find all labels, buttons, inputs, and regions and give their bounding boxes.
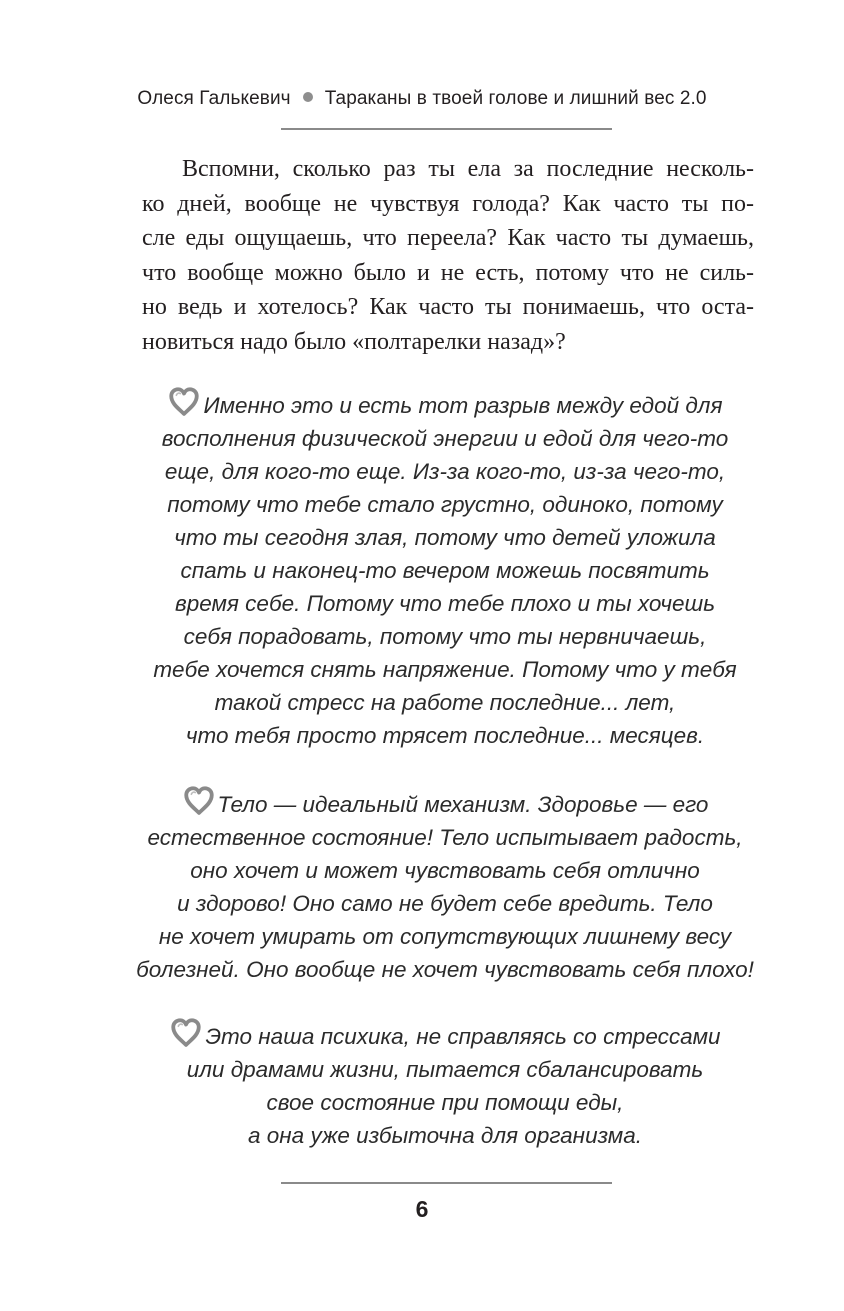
footer-divider [281,1182,612,1184]
heart-icon [167,385,201,419]
header-author: Олеся Галькевич [137,88,291,109]
quote-line-text: Это наша психика, не справляясь со стрессами [205,1024,721,1049]
quote-line [130,784,760,821]
quote-block-3 [130,1016,760,1152]
quote-line [130,1016,760,1053]
quote-line [130,385,760,422]
quote-line: восполнения физической энергии и едой для чего-то [161,426,729,451]
quote-line: болезней. Оно вообще не хочет чувствовать себя плохо! [136,957,754,982]
header-book-title: Тараканы в твоей голове и лишний вес 2.0 [324,88,707,109]
paragraph-line: новиться надо было «полтарелки назад»? [142,328,566,355]
quote-line: или драмами жизни, пытается сбалансировать [186,1057,704,1082]
body-paragraph [142,152,754,359]
page-number: 6 [415,1196,429,1222]
quote-line: время себе. Потому что тебе плохо и ты хочешь [174,591,716,616]
quote-line: что тебя просто трясет последние... месяцев. [185,723,705,748]
quote-line: и здорово! Оно само не будет себе вредить. Тело [177,891,713,916]
paragraph-line: но ведь и хотелось? Как часто ты понимаешь, что оста- [142,294,754,320]
quote-line: естественное состояние! Тело испытывает радость, [147,825,743,850]
header-divider [281,128,612,130]
quote-line: такой стресс на работе последние... лет, [214,690,676,715]
paragraph-line: сле еды ощущаешь, что переела? Как часто ты думаешь, [142,225,754,251]
quote-line: тебе хочется снять напряжение. Потому что у тебя [153,657,737,682]
quote-line: что ты сегодня злая, потому что детей уложила [174,525,716,550]
quote-line: свое состояние при помощи еды, [266,1090,624,1115]
quote-line-text: Тело — идеальный механизм. Здоровье — его [217,792,709,817]
heart-icon [182,784,216,818]
paragraph-line: ко дней, вообще не чувствуя голода? Как часто ты по- [142,190,754,217]
paragraph-line: Вспомни, сколько раз ты ела за последние несколь- [182,156,754,182]
quote-line: а она уже избыточна для организма. [248,1123,642,1148]
quote-line: себя порадовать, потому что ты нервничаешь, [183,624,707,649]
quote-block-2 [130,784,760,986]
quote-line: потому что тебе стало грустно, одиноко, потому [167,492,723,517]
quote-line-text: Именно это и есть тот разрыв между едой для [203,393,723,418]
quote-line: спать и наконец-то вечером можешь посвятить [180,558,710,583]
heart-icon [169,1016,203,1050]
quote-line: еще, для кого-то еще. Из-за кого-то, из-за чего-то, [164,459,726,484]
quote-block-1 [130,385,760,752]
paragraph-line: что вообще можно было и не есть, потому что не силь- [142,259,754,286]
quote-line: оно хочет и может чувствовать себя отлично [190,858,700,883]
quote-line: не хочет умирать от сопутствующих лишнему весу [158,924,732,949]
running-header [0,88,844,110]
header-separator-dot [303,92,313,102]
